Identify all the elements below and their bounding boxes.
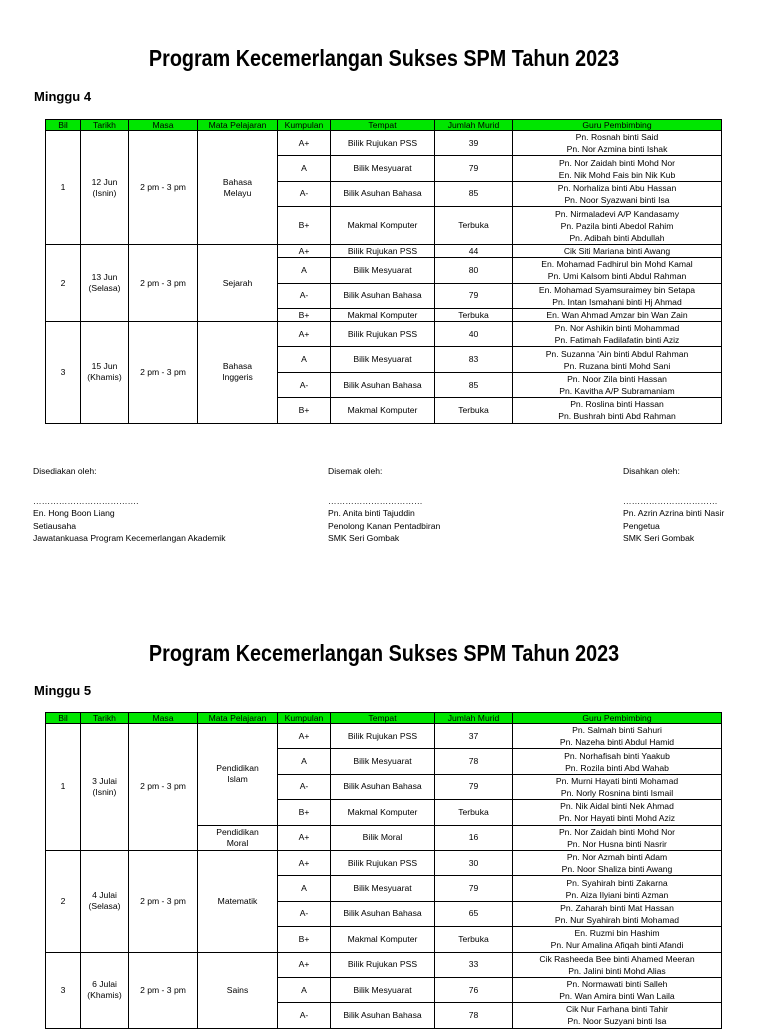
cell-guru-pembimbing <box>513 398 722 423</box>
guru-name: Pn. Bushrah binti Abd Rahman <box>558 411 676 422</box>
cell-guru-pembimbing <box>513 825 722 850</box>
cell-jumlah-murid: 37 <box>435 724 513 749</box>
cell-tempat: Bilik Rujukan PSS <box>331 131 435 156</box>
cell-guru-pembimbing <box>513 181 722 206</box>
guru-name: Cik Siti Mariana binti Awang <box>563 246 671 257</box>
cell-tempat: Bilik Mesyuarat <box>331 876 435 901</box>
cell-kumpulan: A- <box>278 774 331 799</box>
cell-tempat: Makmal Komputer <box>331 800 435 825</box>
guru-name: Pn. Nur Amalina Afiqah binti Afandi <box>550 940 684 951</box>
signature-line: …………………………… <box>623 495 718 506</box>
cell-kumpulan: A <box>278 156 331 181</box>
table-row <box>46 322 722 347</box>
cell-jumlah-murid: 65 <box>435 901 513 926</box>
column-header: Tempat <box>331 713 435 724</box>
column-header: Jumlah Murid <box>435 120 513 131</box>
schedule-table <box>45 119 722 424</box>
cell-kumpulan: A- <box>278 901 331 926</box>
table-row <box>46 131 722 156</box>
cell-guru-pembimbing <box>513 724 722 749</box>
guru-name: Pn. Nur Syahirah binti Mohamad <box>554 914 680 925</box>
column-header: Guru Pembimbing <box>513 120 722 131</box>
cell-jumlah-murid: 79 <box>435 156 513 181</box>
guru-name: Pn. Pazila binti Abedol Rahim <box>560 220 674 231</box>
cell-tempat: Bilik Asuhan Bahasa <box>331 372 435 397</box>
guru-name: Pn. Noor Shaliza binti Awang <box>561 864 673 875</box>
cell-guru-pembimbing <box>513 977 722 1002</box>
guru-name: En. Ruzmi bin Hashim <box>574 928 660 939</box>
cell-bil: 1 <box>46 131 81 245</box>
column-header: Tarikh <box>81 120 129 131</box>
cell-kumpulan: A- <box>278 1003 331 1028</box>
cell-kumpulan: B+ <box>278 207 331 245</box>
guru-name: Pn. Normawati binti Salleh <box>566 979 668 990</box>
cell-guru-pembimbing <box>513 347 722 372</box>
cell-bil: 2 <box>46 850 81 952</box>
cell-kumpulan: A <box>278 347 331 372</box>
cell-mata-pelajaran: Sejarah <box>198 245 278 322</box>
cell-masa: 2 pm - 3 pm <box>129 952 198 1028</box>
cell-guru-pembimbing <box>513 850 722 875</box>
column-header: Kumpulan <box>278 120 331 131</box>
week-label: Minggu 4 <box>34 89 92 104</box>
guru-name: Pn. Zaharah binti Mat Hassan <box>560 902 674 913</box>
signature-org: SMK Seri Gombak <box>328 533 400 543</box>
cell-tarikh: 6 Julai (Khamis) <box>81 952 129 1028</box>
cell-guru-pembimbing <box>513 876 722 901</box>
cell-jumlah-murid: 33 <box>435 952 513 977</box>
cell-jumlah-murid: 44 <box>435 245 513 258</box>
column-header: Kumpulan <box>278 713 331 724</box>
cell-kumpulan: A <box>278 749 331 774</box>
cell-tempat: Makmal Komputer <box>331 398 435 423</box>
cell-tarikh: 12 Jun (Isnin) <box>81 131 129 245</box>
cell-jumlah-murid: Terbuka <box>435 927 513 952</box>
table-row <box>46 245 722 258</box>
cell-tempat: Makmal Komputer <box>331 309 435 322</box>
guru-name: Pn. Salmah binti Sahuri <box>572 725 662 736</box>
guru-name: En. Mohamad Syamsuraimey bin Setapa <box>538 284 696 295</box>
cell-guru-pembimbing <box>513 156 722 181</box>
cell-jumlah-murid: Terbuka <box>435 800 513 825</box>
cell-tempat: Bilik Mesyuarat <box>331 749 435 774</box>
cell-tempat: Bilik Mesyuarat <box>331 977 435 1002</box>
guru-name: Pn. Nor Zaidah binti Mohd Nor <box>558 826 676 837</box>
guru-name: Pn. Jalini binti Mohd Alias <box>568 965 666 976</box>
cell-tempat: Bilik Rujukan PSS <box>331 322 435 347</box>
cell-tempat: Bilik Asuhan Bahasa <box>331 774 435 799</box>
cell-kumpulan: A- <box>278 283 331 308</box>
guru-name: Pn. Fatimah Fadilafatin binti Aziz <box>554 335 680 346</box>
cell-mata-pelajaran: Matematik <box>198 850 278 952</box>
cell-kumpulan: A+ <box>278 724 331 749</box>
signature-name: Pn. Azrin Azrina binti Nasir <box>623 508 725 518</box>
cell-bil: 3 <box>46 952 81 1028</box>
guru-name: Pn. Roslina binti Hassan <box>570 399 664 410</box>
cell-guru-pembimbing <box>513 1003 722 1028</box>
cell-tempat: Makmal Komputer <box>331 927 435 952</box>
cell-masa: 2 pm - 3 pm <box>129 131 198 245</box>
cell-kumpulan: B+ <box>278 398 331 423</box>
guru-name: Cik Rasheeda Bee binti Ahamed Meeran <box>539 953 695 964</box>
cell-guru-pembimbing <box>513 258 722 283</box>
guru-name: Pn. Rosnah binti Said <box>575 132 659 143</box>
guru-name: Pn. Aiza Ilyiani binti Azman <box>565 889 669 900</box>
guru-name: Pn. Wan Amira binti Wan Laila <box>559 991 675 1002</box>
column-header: Bil <box>46 120 81 131</box>
column-header: Masa <box>129 713 198 724</box>
guru-name: Pn. Noor Suzyani binti Isa <box>567 1016 667 1027</box>
cell-tempat: Bilik Rujukan PSS <box>331 952 435 977</box>
guru-name: Pn. Nirmaladevi A/P Kandasamy <box>554 208 680 219</box>
signature-line: ………………………………. <box>33 495 139 506</box>
cell-tempat: Bilik Asuhan Bahasa <box>331 283 435 308</box>
signature-reviewed <box>328 465 440 545</box>
cell-jumlah-murid: Terbuka <box>435 398 513 423</box>
guru-name: En. Nik Mohd Fais bin Nik Kub <box>558 169 676 180</box>
column-header: Tarikh <box>81 713 129 724</box>
cell-bil: 1 <box>46 724 81 851</box>
cell-jumlah-murid: 76 <box>435 977 513 1002</box>
cell-guru-pembimbing <box>513 131 722 156</box>
cell-kumpulan: A+ <box>278 322 331 347</box>
signature-role: Setiausaha <box>33 520 77 531</box>
guru-name: En. Mohamad Fadhirul bin Mohd Kamal <box>541 259 693 270</box>
guru-name: Pn. Nor Zaidah binti Mohd Nor <box>558 157 676 168</box>
cell-kumpulan: A+ <box>278 952 331 977</box>
signature-org: Jawatankuasa Program Kecemerlangan Akademik <box>33 533 226 543</box>
guru-name: Pn. Nazeha binti Abdul Hamid <box>559 737 675 748</box>
cell-guru-pembimbing <box>513 283 722 308</box>
cell-kumpulan: B+ <box>278 800 331 825</box>
cell-kumpulan: A+ <box>278 850 331 875</box>
cell-kumpulan: A- <box>278 372 331 397</box>
cell-jumlah-murid: Terbuka <box>435 309 513 322</box>
guru-name: Pn. Noor Zila binti Hassan <box>567 374 667 385</box>
cell-jumlah-murid: 40 <box>435 322 513 347</box>
cell-mata-pelajaran: Bahasa Melayu <box>198 131 278 245</box>
column-header: Mata Pelajaran <box>198 713 278 724</box>
cell-tempat: Bilik Mesyuarat <box>331 258 435 283</box>
cell-guru-pembimbing <box>513 372 722 397</box>
cell-mata-pelajaran: Pendidikan Moral <box>198 825 278 850</box>
cell-tarikh: 3 Julai (Isnin) <box>81 724 129 851</box>
cell-masa: 2 pm - 3 pm <box>129 850 198 952</box>
cell-guru-pembimbing <box>513 800 722 825</box>
guru-name: Pn. Intan Ismahani binti Hj Ahmad <box>552 296 682 307</box>
table-row <box>46 724 722 749</box>
guru-name: Pn. Nor Ashikin binti Mohammad <box>554 323 680 334</box>
cell-tempat: Bilik Rujukan PSS <box>331 245 435 258</box>
guru-name: Pn. Nor Azmina binti Ishak <box>566 144 668 155</box>
signature-prepared <box>33 465 226 545</box>
guru-name: Pn. Kavitha A/P Subramaniam <box>559 386 675 397</box>
cell-tempat: Bilik Asuhan Bahasa <box>331 181 435 206</box>
signature-org: SMK Seri Gombak <box>623 533 695 543</box>
table-header-row <box>46 713 722 724</box>
cell-kumpulan: A <box>278 977 331 1002</box>
signature-line: …………………………… <box>328 495 423 506</box>
cell-bil: 2 <box>46 245 81 322</box>
cell-bil: 3 <box>46 322 81 424</box>
guru-name: Pn. Murni Hayati binti Mohamad <box>555 775 679 786</box>
cell-kumpulan: A+ <box>278 245 331 258</box>
week-label: Minggu 5 <box>34 683 92 698</box>
cell-guru-pembimbing <box>513 952 722 977</box>
cell-kumpulan: B+ <box>278 927 331 952</box>
column-header: Bil <box>46 713 81 724</box>
cell-tempat: Bilik Rujukan PSS <box>331 724 435 749</box>
guru-name: Pn. Umi Kalsom binti Abdul Rahman <box>547 271 687 282</box>
table-row <box>46 850 722 875</box>
cell-mata-pelajaran: Bahasa Inggeris <box>198 322 278 424</box>
cell-jumlah-murid: 39 <box>435 131 513 156</box>
cell-guru-pembimbing <box>513 322 722 347</box>
guru-name: Pn. Norhaliza binti Abu Hassan <box>557 182 677 193</box>
guru-name: Pn. Syahirah binti Zakarna <box>566 877 668 888</box>
cell-jumlah-murid: Terbuka <box>435 207 513 245</box>
guru-name: Pn. Nor Hayati binti Mohd Aziz <box>558 813 676 824</box>
cell-tarikh: 4 Julai (Selasa) <box>81 850 129 952</box>
cell-kumpulan: B+ <box>278 309 331 322</box>
guru-name: Pn. Norhafisah binti Yaakub <box>564 750 670 761</box>
table-header-row <box>46 120 722 131</box>
cell-tarikh: 13 Jun (Selasa) <box>81 245 129 322</box>
cell-guru-pembimbing <box>513 309 722 322</box>
page-title: Program Kecemerlangan Sukses SPM Tahun 2023 <box>148 640 620 666</box>
cell-tempat: Bilik Asuhan Bahasa <box>331 901 435 926</box>
cell-guru-pembimbing <box>513 901 722 926</box>
column-header: Tempat <box>331 120 435 131</box>
table-row <box>46 952 722 977</box>
cell-guru-pembimbing <box>513 207 722 245</box>
cell-guru-pembimbing <box>513 927 722 952</box>
cell-tempat: Bilik Rujukan PSS <box>331 850 435 875</box>
cell-tarikh: 15 Jun (Khamis) <box>81 322 129 424</box>
guru-name: Pn. Nor Azmah binti Adam <box>566 852 668 863</box>
cell-jumlah-murid: 79 <box>435 876 513 901</box>
guru-name: Pn. Suzanna 'Ain binti Abdul Rahman <box>545 348 689 359</box>
cell-jumlah-murid: 16 <box>435 825 513 850</box>
guru-name: Cik Nur Farhana binti Tahir <box>565 1004 669 1015</box>
signature-label: Disediakan oleh: <box>33 466 97 476</box>
cell-jumlah-murid: 79 <box>435 774 513 799</box>
column-header: Masa <box>129 120 198 131</box>
cell-tempat: Bilik Mesyuarat <box>331 156 435 181</box>
cell-jumlah-murid: 78 <box>435 1003 513 1028</box>
signature-approved <box>623 465 724 545</box>
cell-jumlah-murid: 30 <box>435 850 513 875</box>
cell-tempat: Bilik Moral <box>331 825 435 850</box>
cell-jumlah-murid: 78 <box>435 749 513 774</box>
cell-kumpulan: A- <box>278 181 331 206</box>
cell-masa: 2 pm - 3 pm <box>129 724 198 851</box>
cell-kumpulan: A <box>278 258 331 283</box>
guru-name: Pn. Ruzana binti Mohd Sani <box>563 360 671 371</box>
guru-name: Pn. Nik Aidal binti Nek Ahmad <box>560 801 674 812</box>
signature-label: Disahkan oleh: <box>623 466 680 476</box>
cell-mata-pelajaran: Pendidikan Islam <box>198 724 278 826</box>
cell-jumlah-murid: 85 <box>435 181 513 206</box>
cell-mata-pelajaran: Sains <box>198 952 278 1028</box>
signature-name: En. Hong Boon Liang <box>33 508 115 518</box>
guru-name: Pn. Rozila binti Abd Wahab <box>565 762 669 773</box>
signature-role: Penolong Kanan Pentadbiran <box>328 520 441 531</box>
column-header: Jumlah Murid <box>435 713 513 724</box>
guru-name: Pn. Adibah binti Abdullah <box>569 232 665 243</box>
cell-jumlah-murid: 83 <box>435 347 513 372</box>
cell-jumlah-murid: 79 <box>435 283 513 308</box>
cell-kumpulan: A+ <box>278 131 331 156</box>
cell-masa: 2 pm - 3 pm <box>129 322 198 424</box>
signature-name: Pn. Anita binti Tajuddin <box>328 508 415 518</box>
guru-name: Pn. Nor Husna binti Nasrir <box>567 838 667 849</box>
cell-guru-pembimbing <box>513 245 722 258</box>
cell-guru-pembimbing <box>513 774 722 799</box>
cell-kumpulan: A <box>278 876 331 901</box>
cell-jumlah-murid: 85 <box>435 372 513 397</box>
column-header: Mata Pelajaran <box>198 120 278 131</box>
guru-name: Pn. Noor Syazwani binti Isa <box>564 194 670 205</box>
guru-name: En. Wan Ahmad Amzar bin Wan Zain <box>546 310 688 321</box>
cell-tempat: Bilik Asuhan Bahasa <box>331 1003 435 1028</box>
cell-tempat: Bilik Mesyuarat <box>331 347 435 372</box>
cell-jumlah-murid: 80 <box>435 258 513 283</box>
column-header: Guru Pembimbing <box>513 713 722 724</box>
cell-tempat: Makmal Komputer <box>331 207 435 245</box>
cell-guru-pembimbing <box>513 749 722 774</box>
cell-masa: 2 pm - 3 pm <box>129 245 198 322</box>
guru-name: Pn. Norly Rosnina binti Ismail <box>560 787 674 798</box>
cell-kumpulan: A+ <box>278 825 331 850</box>
signature-role: Pengetua <box>623 520 660 531</box>
page-title: Program Kecemerlangan Sukses SPM Tahun 2023 <box>148 45 620 71</box>
schedule-table <box>45 712 722 1029</box>
signature-label: Disemak oleh: <box>328 466 383 476</box>
